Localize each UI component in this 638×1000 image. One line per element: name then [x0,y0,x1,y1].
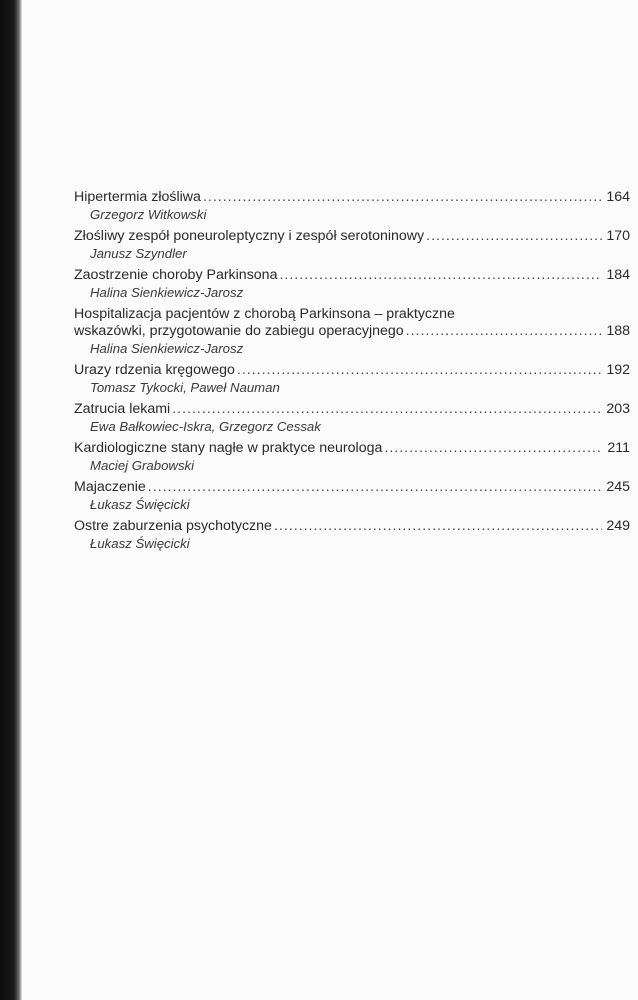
chapter-title: Kardiologiczne stany nagłe w praktyce neurologa [74,440,383,456]
chapter-author: Halina Sienkiewicz-Jarosz [90,341,244,356]
page-number: 188 [606,323,630,339]
toc-entry[interactable] [74,189,630,223]
toc-entry[interactable] [74,518,630,552]
toc-entry[interactable] [74,306,630,357]
chapter-title: wskazówki, przygotowanie do zabiegu operacyjnego [74,323,404,339]
toc-line [74,267,630,284]
dot-leader [148,479,603,496]
table-of-contents [74,189,630,557]
dot-leader [172,401,602,418]
chapter-title: Ostre zaburzenia psychotyczne [74,518,272,534]
chapter-author: Halina Sienkiewicz-Jarosz [90,285,244,300]
page-number: 211 [607,440,630,456]
chapter-title: Urazy rdzenia kręgowego [74,362,235,378]
chapter-title: Hipertermia złośliwa [74,189,201,205]
toc-line [74,228,630,245]
chapter-author: Grzegorz Witkowski [90,207,207,222]
toc-line [74,189,630,206]
toc-entry[interactable] [74,267,630,301]
toc-line [74,362,630,379]
dot-leader [406,323,603,340]
page-number: 170 [606,228,630,244]
toc-entry[interactable] [74,479,630,513]
page-number: 184 [606,267,630,283]
dot-leader [237,362,602,379]
dot-leader [426,228,602,245]
chapter-title: Zaostrzenie choroby Parkinsona [74,267,278,283]
chapter-title: Zatrucia lekami [74,401,171,417]
page-number: 203 [606,401,630,417]
chapter-author: Łukasz Święcicki [90,497,190,512]
toc-line [74,323,630,340]
book-spine-shadow [0,0,22,1000]
dot-leader [384,440,603,457]
chapter-title: Majaczenie [74,479,146,495]
chapter-author: Janusz Szyndler [90,246,187,261]
page-number: 192 [606,362,630,378]
toc-line [74,401,630,418]
chapter-author: Tomasz Tykocki, Paweł Nauman [90,380,280,395]
dot-leader [274,518,602,535]
chapter-title-first-line: Hospitalizacja pacjentów z chorobą Parkinsona – praktyczne [74,306,455,322]
chapter-title: Złośliwy zespół poneuroleptyczny i zespół serotoninowy [74,228,425,244]
toc-line [74,518,630,535]
toc-line [74,479,630,496]
toc-entry[interactable] [74,228,630,262]
chapter-author: Łukasz Święcicki [90,536,190,551]
toc-line [74,440,630,457]
dot-leader [279,267,602,284]
dot-leader [203,189,602,206]
chapter-author: Ewa Bałkowiec-Iskra, Grzegorz Cessak [90,419,321,434]
toc-entry[interactable] [74,401,630,435]
page-number: 164 [606,189,630,205]
page-number: 249 [606,518,630,534]
toc-entry[interactable] [74,440,630,474]
page-number: 245 [606,479,630,495]
chapter-author: Maciej Grabowski [90,458,195,473]
toc-entry[interactable] [74,362,630,396]
